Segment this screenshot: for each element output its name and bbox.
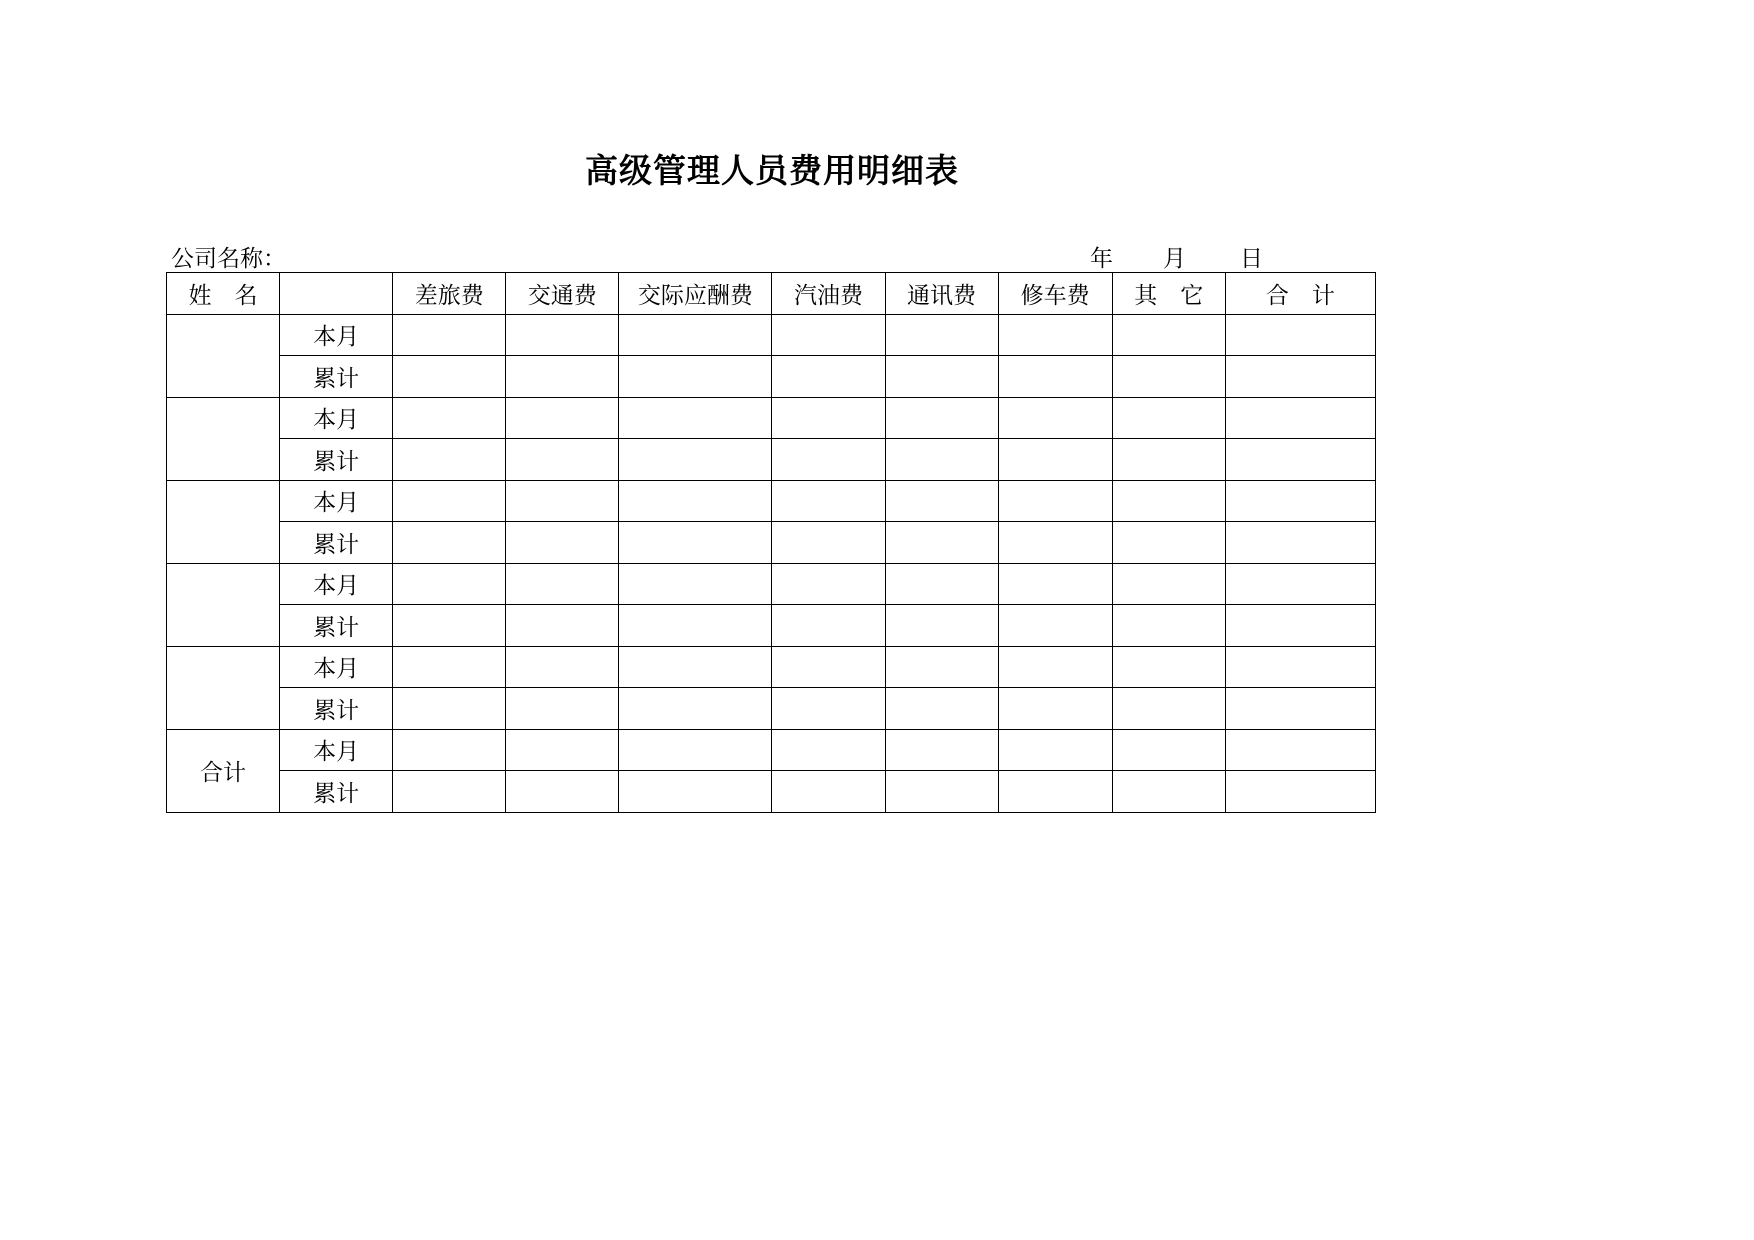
cell-communication[interactable] [885, 480, 998, 522]
cell-communication[interactable] [885, 688, 998, 730]
cell-entertainment[interactable] [619, 646, 772, 688]
cell-other[interactable] [1112, 605, 1225, 647]
date-year-label: 年 [1090, 246, 1113, 272]
company-name-label: 公司名称： [171, 246, 286, 272]
cell-other[interactable] [1112, 356, 1225, 398]
table-row [167, 480, 1376, 522]
cell-travel[interactable] [393, 771, 506, 813]
cell-fuel[interactable] [772, 314, 885, 356]
header-entertainment: 交际应酬费 [619, 273, 772, 315]
table-row [167, 356, 1376, 398]
cell-entertainment[interactable] [619, 397, 772, 439]
cell-communication[interactable] [885, 646, 998, 688]
header-name: 姓 名 [167, 273, 280, 315]
cell-transport[interactable] [506, 356, 619, 398]
cell-other[interactable] [1112, 439, 1225, 481]
cell-total[interactable] [1225, 480, 1375, 522]
cell-car-repair[interactable] [998, 646, 1112, 688]
cell-car-repair[interactable] [998, 397, 1112, 439]
header-row [167, 273, 1376, 315]
cell-fuel[interactable] [772, 397, 885, 439]
period-cumulative: 累计 [280, 439, 393, 481]
cell-other[interactable] [1112, 480, 1225, 522]
cell-fuel[interactable] [772, 771, 885, 813]
cell-other[interactable] [1112, 397, 1225, 439]
cell-communication[interactable] [885, 356, 998, 398]
cell-entertainment[interactable] [619, 771, 772, 813]
person-name-cell[interactable] [167, 646, 280, 729]
cell-communication[interactable] [885, 522, 998, 564]
cell-transport[interactable] [506, 688, 619, 730]
cell-travel[interactable] [393, 480, 506, 522]
date-day-label: 日 [1240, 246, 1263, 272]
cell-other[interactable] [1112, 688, 1225, 730]
table-row [167, 563, 1376, 605]
cell-other[interactable] [1112, 771, 1225, 813]
cell-entertainment[interactable] [619, 480, 772, 522]
cell-communication[interactable] [885, 771, 998, 813]
cell-transport[interactable] [506, 646, 619, 688]
period-this-month: 本月 [280, 314, 393, 356]
cell-travel[interactable] [393, 439, 506, 481]
cell-entertainment[interactable] [619, 688, 772, 730]
period-cumulative: 累计 [280, 522, 393, 564]
cell-fuel[interactable] [772, 688, 885, 730]
cell-transport[interactable] [506, 729, 619, 771]
table-row [167, 729, 1376, 771]
cell-fuel[interactable] [772, 605, 885, 647]
cell-transport[interactable] [506, 563, 619, 605]
table-body [167, 314, 1376, 812]
cell-transport[interactable] [506, 605, 619, 647]
period-cumulative: 累计 [280, 688, 393, 730]
cell-entertainment[interactable] [619, 356, 772, 398]
period-this-month: 本月 [280, 397, 393, 439]
table-row [167, 688, 1376, 730]
period-cumulative: 累计 [280, 771, 393, 813]
cell-entertainment[interactable] [619, 563, 772, 605]
cell-total[interactable] [1225, 646, 1375, 688]
cell-total[interactable] [1225, 771, 1375, 813]
cell-transport[interactable] [506, 397, 619, 439]
cell-total[interactable] [1225, 397, 1375, 439]
cell-other[interactable] [1112, 563, 1225, 605]
table-row [167, 605, 1376, 647]
header-total: 合 计 [1225, 273, 1375, 315]
cell-travel[interactable] [393, 646, 506, 688]
table-row [167, 314, 1376, 356]
header-travel: 差旅费 [393, 273, 506, 315]
cell-fuel[interactable] [772, 729, 885, 771]
period-this-month: 本月 [280, 646, 393, 688]
header-car-repair: 修车费 [998, 273, 1112, 315]
cell-fuel[interactable] [772, 646, 885, 688]
cell-transport[interactable] [506, 522, 619, 564]
period-this-month: 本月 [280, 480, 393, 522]
total-name-cell[interactable]: 合计 [167, 729, 280, 812]
cell-communication[interactable] [885, 605, 998, 647]
cell-total[interactable] [1225, 563, 1375, 605]
cell-travel[interactable] [393, 563, 506, 605]
period-this-month: 本月 [280, 729, 393, 771]
expense-table [166, 272, 1376, 813]
cell-total[interactable] [1225, 522, 1375, 564]
cell-entertainment[interactable] [619, 439, 772, 481]
cell-total[interactable] [1225, 688, 1375, 730]
cell-travel[interactable] [393, 314, 506, 356]
period-cumulative: 累计 [280, 356, 393, 398]
cell-other[interactable] [1112, 646, 1225, 688]
cell-travel[interactable] [393, 688, 506, 730]
person-name-cell[interactable] [167, 397, 280, 480]
cell-entertainment[interactable] [619, 729, 772, 771]
cell-communication[interactable] [885, 563, 998, 605]
cell-travel[interactable] [393, 605, 506, 647]
cell-communication[interactable] [885, 439, 998, 481]
page-title: 高级管理人员费用明细表 [585, 151, 959, 190]
header-other: 其 它 [1112, 273, 1225, 315]
table-row [167, 439, 1376, 481]
cell-total[interactable] [1225, 439, 1375, 481]
cell-transport[interactable] [506, 314, 619, 356]
cell-fuel[interactable] [772, 356, 885, 398]
cell-travel[interactable] [393, 729, 506, 771]
cell-travel[interactable] [393, 356, 506, 398]
cell-car-repair[interactable] [998, 688, 1112, 730]
person-name-cell[interactable] [167, 314, 280, 397]
period-this-month: 本月 [280, 563, 393, 605]
cell-transport[interactable] [506, 771, 619, 813]
cell-total[interactable] [1225, 356, 1375, 398]
cell-car-repair[interactable] [998, 356, 1112, 398]
cell-communication[interactable] [885, 397, 998, 439]
table-row [167, 522, 1376, 564]
cell-entertainment[interactable] [619, 605, 772, 647]
cell-car-repair[interactable] [998, 314, 1112, 356]
header-period [280, 273, 393, 315]
cell-car-repair[interactable] [998, 771, 1112, 813]
cell-car-repair[interactable] [998, 729, 1112, 771]
date-month-label: 月 [1163, 246, 1186, 272]
cell-other[interactable] [1112, 522, 1225, 564]
cell-other[interactable] [1112, 314, 1225, 356]
person-name-cell[interactable] [167, 480, 280, 563]
cell-entertainment[interactable] [619, 522, 772, 564]
cell-entertainment[interactable] [619, 314, 772, 356]
cell-total[interactable] [1225, 314, 1375, 356]
cell-car-repair[interactable] [998, 522, 1112, 564]
cell-car-repair[interactable] [998, 605, 1112, 647]
cell-travel[interactable] [393, 397, 506, 439]
cell-car-repair[interactable] [998, 480, 1112, 522]
period-cumulative: 累计 [280, 605, 393, 647]
cell-fuel[interactable] [772, 480, 885, 522]
cell-transport[interactable] [506, 439, 619, 481]
person-name-cell[interactable] [167, 563, 280, 646]
cell-car-repair[interactable] [998, 439, 1112, 481]
cell-fuel[interactable] [772, 563, 885, 605]
header-fuel: 汽油费 [772, 273, 885, 315]
cell-car-repair[interactable] [998, 563, 1112, 605]
cell-total[interactable] [1225, 605, 1375, 647]
cell-fuel[interactable] [772, 522, 885, 564]
cell-communication[interactable] [885, 729, 998, 771]
header-transport: 交通费 [506, 273, 619, 315]
header-communication: 通讯费 [885, 273, 998, 315]
cell-communication[interactable] [885, 314, 998, 356]
table-row [167, 646, 1376, 688]
cell-other[interactable] [1112, 729, 1225, 771]
cell-total[interactable] [1225, 729, 1375, 771]
cell-transport[interactable] [506, 480, 619, 522]
table-row [167, 771, 1376, 813]
table-row [167, 397, 1376, 439]
cell-travel[interactable] [393, 522, 506, 564]
cell-fuel[interactable] [772, 439, 885, 481]
